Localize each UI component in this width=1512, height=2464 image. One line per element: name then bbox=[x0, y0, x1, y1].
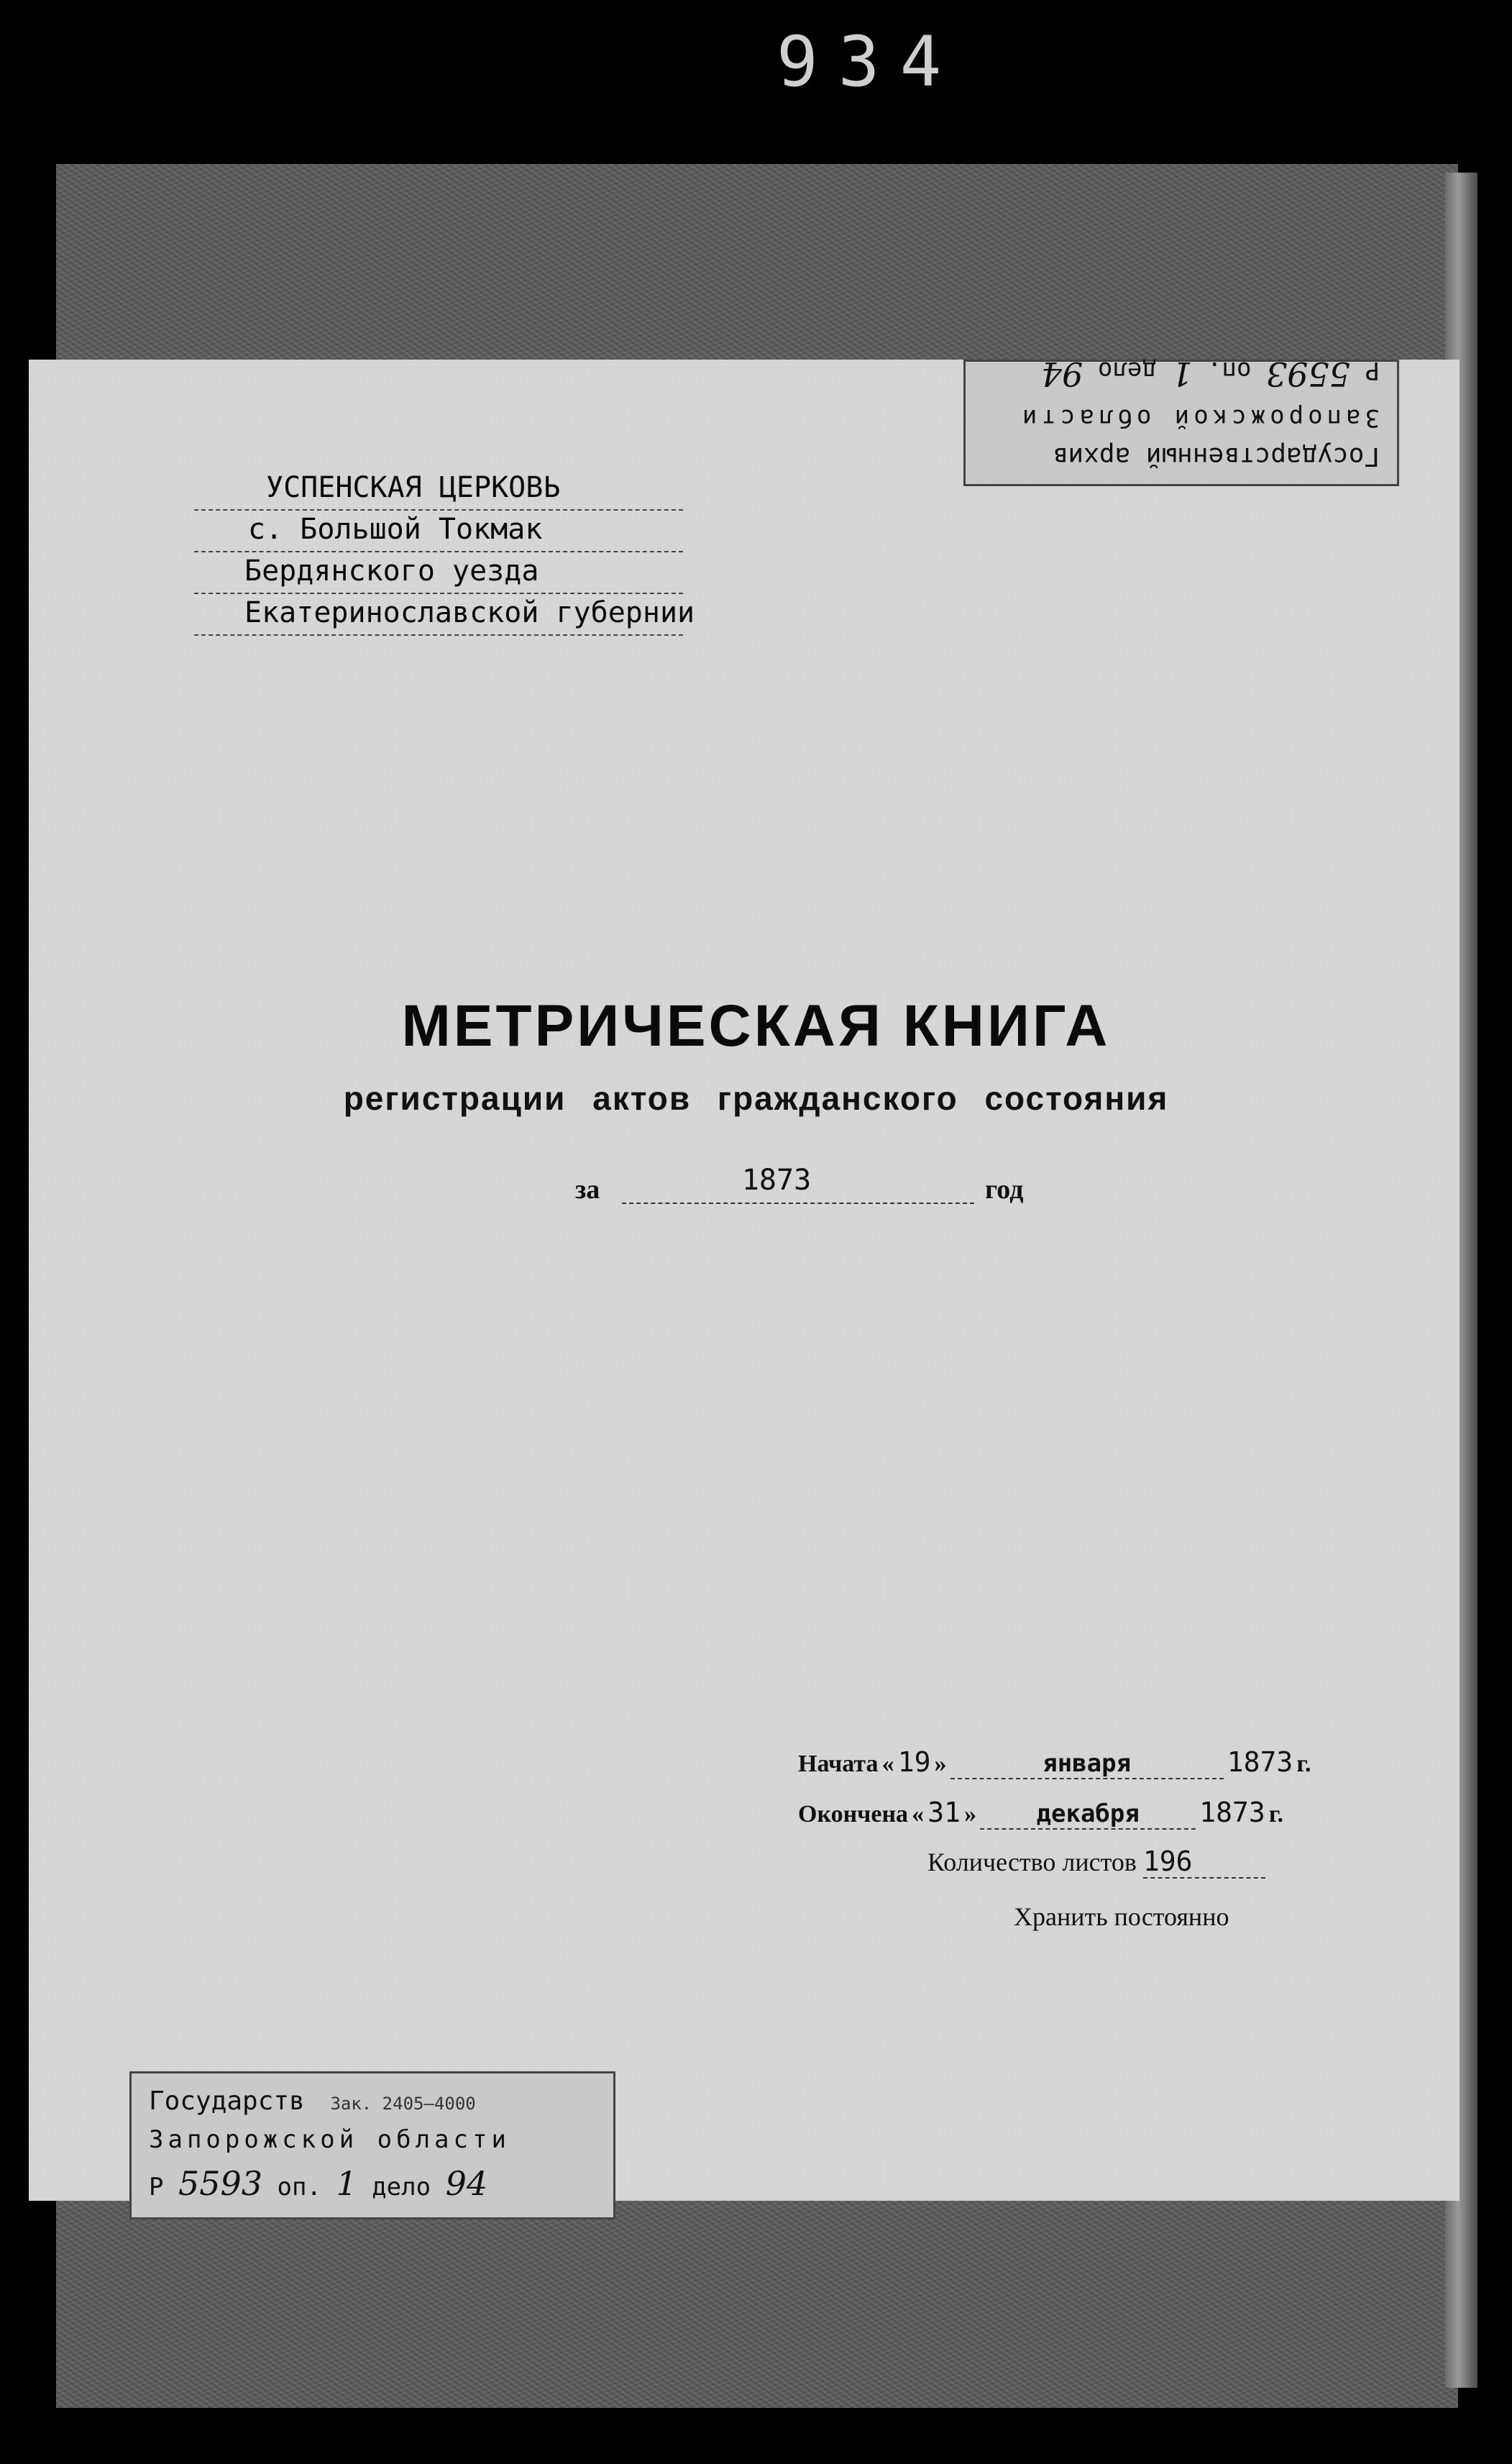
sheet-count-value: 196 bbox=[1142, 1845, 1193, 1877]
church-info bbox=[194, 469, 695, 636]
stamp-bottom-fond-prefix: Р bbox=[149, 2173, 164, 2201]
page-number: 934 bbox=[776, 22, 962, 102]
year-prefix: за bbox=[575, 1174, 600, 1205]
stamp-bottom-delo-label: дело bbox=[372, 2173, 431, 2201]
archive-stamp-top bbox=[963, 355, 1399, 486]
stamp-opis: 1 bbox=[1171, 355, 1193, 393]
archive-stamp-bottom bbox=[129, 2071, 615, 2219]
church-guberniya: Екатеринославской губернии bbox=[194, 594, 683, 636]
start-date-row: Начата « 19 » января 1873 г. bbox=[798, 1746, 1311, 1778]
stamp-bottom-delo: 94 bbox=[445, 2164, 488, 2203]
stamp-bottom-reference bbox=[149, 2164, 487, 2203]
church-uezd: Бердянского уезда bbox=[194, 552, 683, 594]
start-label: Начата bbox=[798, 1751, 879, 1777]
stamp-delo-label: дело bbox=[1097, 356, 1157, 385]
stamp-reference bbox=[1041, 355, 1380, 393]
start-day: 19 bbox=[897, 1746, 931, 1778]
date-block bbox=[798, 1746, 1416, 1847]
stamp-region: Запорожской области bbox=[1018, 403, 1380, 432]
book-subtitle: регистрации актов гражданского состояния bbox=[343, 1080, 1169, 1117]
book-title: МЕТРИЧЕСКАЯ КНИГА bbox=[401, 993, 1111, 1059]
stamp-bottom-opis: 1 bbox=[336, 2164, 357, 2203]
year-suffix: год bbox=[985, 1174, 1024, 1205]
year-blank bbox=[622, 1164, 974, 1204]
stamp-archive-name: Государственный архив bbox=[1052, 442, 1380, 471]
sheet-count-row bbox=[927, 1845, 1265, 1879]
stamp-bottom-opis-label: оп. bbox=[277, 2173, 321, 2201]
start-year: 1873 bbox=[1227, 1746, 1293, 1778]
end-month: декабря bbox=[1036, 1799, 1140, 1828]
book-cover bbox=[29, 360, 1460, 2201]
stamp-fond: 5593 bbox=[1265, 355, 1351, 393]
stamp-bottom-line1 bbox=[149, 2086, 476, 2116]
church-village: с. Большой Токмак bbox=[194, 511, 683, 552]
stamp-opis-label: оп. bbox=[1207, 356, 1252, 385]
end-month-blank bbox=[980, 1799, 1196, 1830]
sheet-count-blank bbox=[1143, 1845, 1265, 1879]
sheet-count-label: Количество листов bbox=[927, 1848, 1137, 1876]
start-month: января bbox=[1043, 1749, 1132, 1778]
end-day: 31 bbox=[927, 1797, 961, 1828]
stamp-print-code: Зак. 2405—4000 bbox=[330, 2094, 476, 2114]
start-month-blank bbox=[950, 1749, 1224, 1779]
stamp-bottom-fond: 5593 bbox=[178, 2164, 263, 2203]
year-row bbox=[575, 1164, 1050, 1207]
end-date-row: Окончена « 31 » декабря 1873 г. bbox=[798, 1797, 1283, 1828]
year-value: 1873 bbox=[741, 1164, 812, 1197]
end-year: 1873 bbox=[1199, 1797, 1265, 1828]
stamp-bottom-archive: Государств bbox=[149, 2086, 305, 2116]
end-label: Окончена bbox=[798, 1801, 909, 1828]
start-suffix: г. bbox=[1296, 1751, 1311, 1777]
stamp-delo: 94 bbox=[1040, 355, 1083, 393]
stamp-bottom-region: Запорожской области bbox=[149, 2125, 510, 2154]
end-suffix: г. bbox=[1268, 1801, 1283, 1828]
stamp-fond-prefix: Р bbox=[1365, 356, 1380, 385]
church-name: УСПЕНСКАЯ ЦЕРКОВЬ bbox=[194, 469, 683, 511]
storage-note: Хранить постоянно bbox=[1014, 1902, 1229, 1931]
